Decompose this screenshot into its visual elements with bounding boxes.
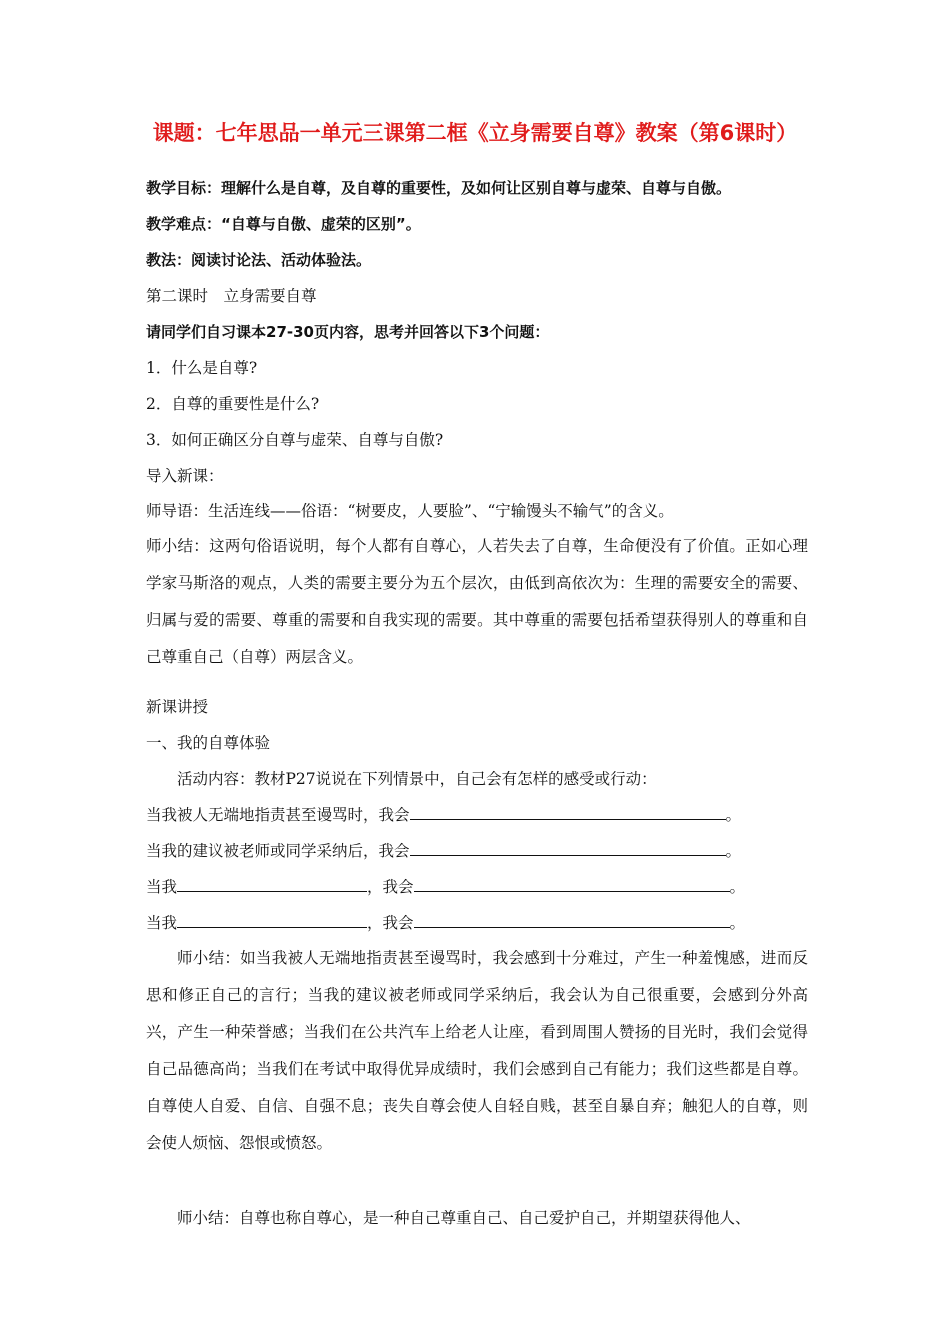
fill-row-mid: ，我会: [367, 878, 414, 896]
answer-blank[interactable]: [414, 913, 730, 928]
fill-row-end: 。: [729, 878, 746, 896]
summary-paragraph-2: 师小结：如当我被人无端地指责甚至谩骂时，我会感到十分难过，产生一种羞愧感，进而反思和修正自己的言行；当我的建议被老师或同学采纳后，我会认为自己很重要，会感到分外高兴，产生一种荣誉感；当我们在公共汽车上给老人让座，看到周围人赞扬的目光时，我们会觉得自己品德高尚；当我们在考试中取得优异成绩时，我们会感到自己有能力；我们这些都是自尊。自尊使人自爱、自信、自强不息；丧失自尊会使人自轻自贱，甚至自暴自弃；触犯人的自尊，则会使人烦恼、怨恨或愤怒。: [146, 949, 808, 1152]
answer-blank[interactable]: [177, 877, 367, 892]
fill-row: [146, 877, 745, 897]
teaching-method: 教法：阅读讨论法、活动体验法。: [146, 251, 372, 269]
fill-row: [146, 841, 741, 861]
fill-row: [146, 913, 745, 933]
fill-row-prefix: 当我被人无端地指责甚至谩骂时，我会: [146, 806, 410, 824]
fill-row-prefix: 当我: [146, 914, 178, 932]
new-lesson-heading: 新课讲授: [146, 698, 209, 716]
question-item: 3．如何正确区分自尊与虚荣、自尊与自傲?: [146, 431, 444, 449]
intro-heading: 导入新课：: [146, 467, 224, 485]
section-heading: 一、我的自尊体验: [146, 734, 271, 752]
teaching-difficulty: 教学难点：“自尊与自傲、虚荣的区别”。: [146, 215, 421, 233]
teaching-goal: 教学目标：理解什么是自尊，及自尊的重要性，及如何让区别自尊与虚荣、自尊与自傲。: [146, 179, 732, 197]
self-study-instruction: 请同学们自习课本27-30页内容，思考并回答以下3个问题：: [146, 323, 550, 341]
page-title: 课题：七年思品一单元三课第二框《立身需要自尊》教案（第6课时）: [152, 121, 798, 145]
fill-row-end: 。: [725, 842, 742, 860]
teacher-lead: 师导语：生活连线——俗语：“树要皮，人要脸”、“宁输馒头不输气”的含义。: [146, 502, 674, 520]
lesson-title: 第二课时 立身需要自尊: [146, 287, 317, 305]
question-item: 2．自尊的重要性是什么?: [146, 395, 320, 413]
answer-blank[interactable]: [410, 841, 726, 856]
summary-paragraph-3: 师小结：自尊也称自尊心，是一种自己尊重自己、自己爱护自己，并期望获得他人、: [177, 1209, 751, 1227]
activity-content: 活动内容：教材P27说说在下列情景中，自己会有怎样的感受或行动：: [177, 770, 657, 788]
answer-blank[interactable]: [410, 805, 726, 820]
question-item: 1．什么是自尊?: [146, 359, 258, 377]
fill-row: [146, 805, 741, 825]
fill-row-end: 。: [725, 806, 742, 824]
fill-row-mid: ，我会: [367, 914, 414, 932]
fill-row-prefix: 当我的建议被老师或同学采纳后，我会: [146, 842, 410, 860]
summary-paragraph-1: 师小结：这两句俗语说明，每个人都有自尊心，人若失去了自尊，生命便没有了价值。正如心理学家马斯洛的观点，人类的需要主要分为五个层次，由低到高依次为：生理的需要安全的需要、归属与爱的需要、尊重的需要和自我实现的需要。其中尊重的需要包括希望获得别人的尊重和自己尊重自己（自尊）两层含义。: [146, 537, 808, 666]
answer-blank[interactable]: [414, 877, 730, 892]
fill-row-end: 。: [729, 914, 746, 932]
fill-row-prefix: 当我: [146, 878, 178, 896]
answer-blank[interactable]: [177, 913, 367, 928]
